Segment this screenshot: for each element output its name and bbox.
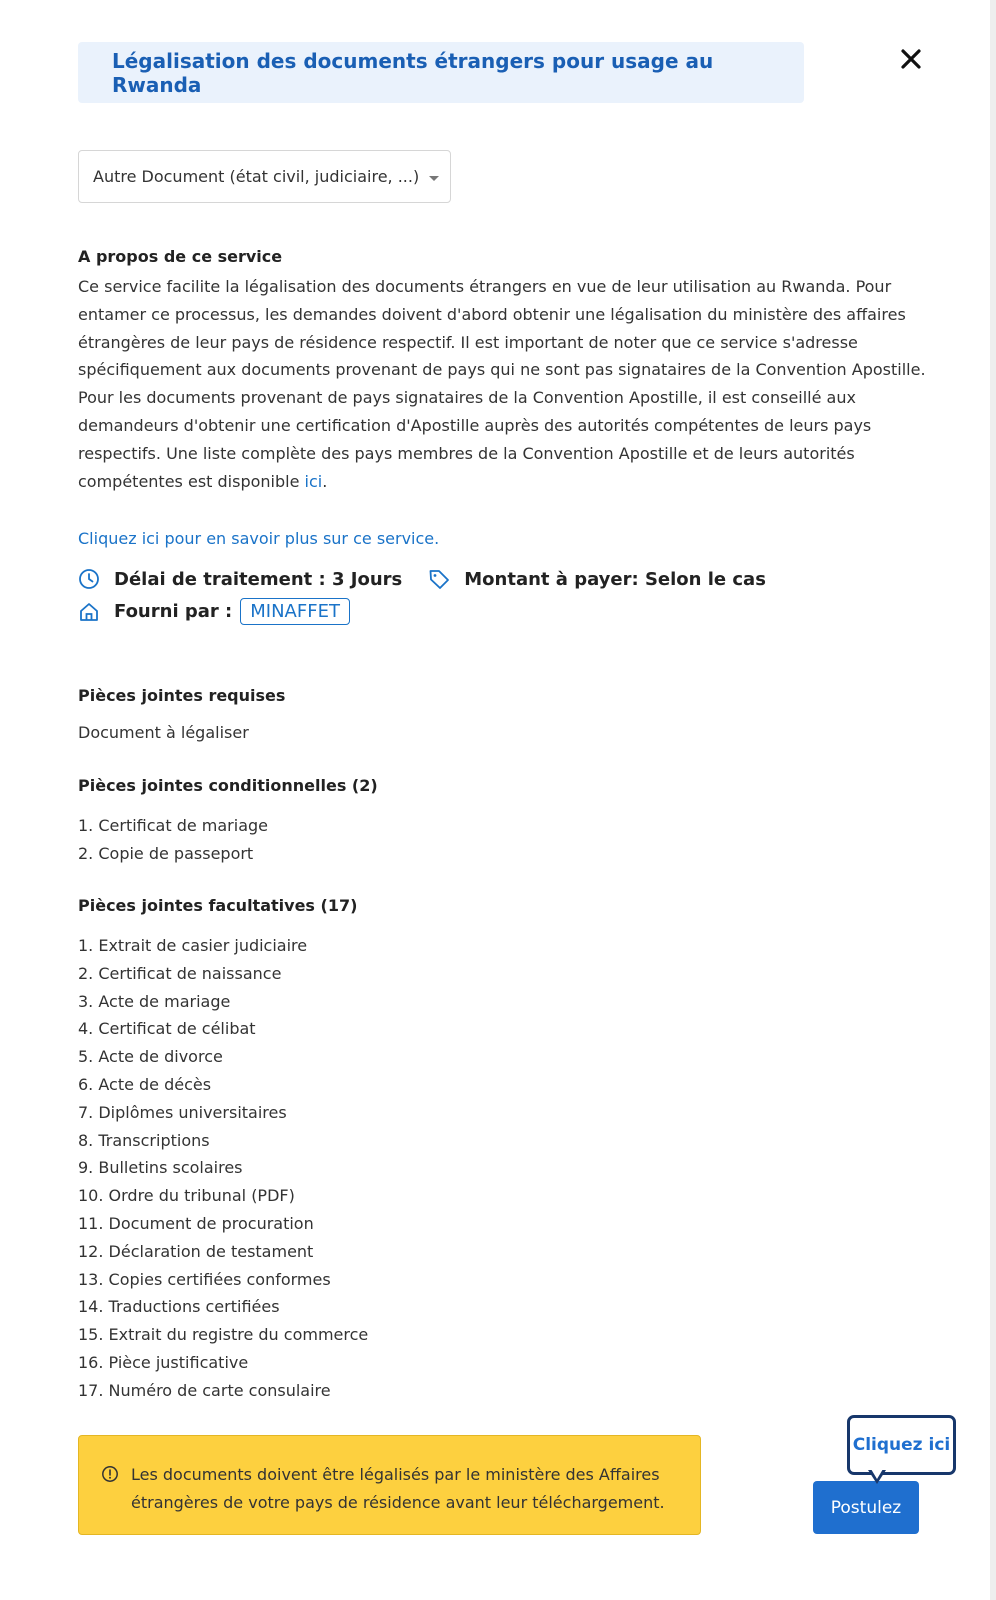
list-item: 9. Bulletins scolaires bbox=[78, 1158, 243, 1178]
clock-icon bbox=[78, 568, 100, 590]
document-type-select[interactable] bbox=[78, 150, 451, 203]
provider-badge[interactable]: MINAFFET bbox=[240, 598, 350, 625]
legalisation-notice bbox=[78, 1435, 701, 1535]
scrollbar-track bbox=[990, 0, 996, 1600]
learn-more-link[interactable]: Cliquez ici pour en savoir plus sur ce service. bbox=[78, 529, 440, 548]
meta-row-1 bbox=[78, 568, 766, 590]
list-item: 5. Acte de divorce bbox=[78, 1047, 223, 1067]
about-text-suffix: . bbox=[322, 471, 328, 491]
required-attachments-title: Pièces jointes requises bbox=[78, 686, 286, 705]
apply-button[interactable]: Postulez bbox=[813, 1481, 919, 1534]
page-title: Légalisation des documents étrangers pour usage au Rwanda bbox=[112, 48, 714, 97]
list-item: 10. Ordre du tribunal (PDF) bbox=[78, 1186, 295, 1206]
optional-attachments-title: Pièces jointes facultatives (17) bbox=[78, 896, 358, 915]
required-attachment-item: Document à légaliser bbox=[78, 723, 249, 742]
about-text: Ce service facilite la légalisation des documents étrangers en vue de leur utilisation au Rwanda. Pour entamer ce processus, les demandes doivent d'abord obtenir une légalisation du ministère des affaires étrangères de leur pays de résidence respectif. Il est important de noter que ce service s'adresse spécifiquement aux documents provenant de pays qui ne sont pas signataires de la Convention Apostille. Pour les documents provenant de pays signataires de la Convention Apostille, il est conseillé aux demandeurs d'obtenir une certification d'Apostille auprès des autorités compétentes de leurs pays respectifs. Une liste complète des pays membres de la Convention Apostille et de leurs autorités compétentes est disponible bbox=[78, 277, 926, 491]
conditional-attachments-list bbox=[78, 812, 268, 868]
close-icon bbox=[900, 48, 922, 70]
notice-line-1: Les documents doivent être légalisés par le ministère des Affaires bbox=[131, 1465, 660, 1484]
provider-label: Fourni par : bbox=[114, 601, 233, 622]
list-item: 14. Traductions certifiées bbox=[78, 1297, 280, 1317]
list-item: 11. Document de procuration bbox=[78, 1213, 314, 1233]
document-type-value: Autre Document (état civil, judiciaire, ...) bbox=[93, 167, 420, 186]
list-item: 16. Pièce justificative bbox=[78, 1352, 249, 1372]
meta-row-2 bbox=[78, 598, 350, 625]
close-button[interactable] bbox=[896, 44, 926, 74]
building-icon bbox=[78, 601, 100, 623]
list-item: 6. Acte de décès bbox=[78, 1074, 212, 1094]
list-item: 17. Numéro de carte consulaire bbox=[78, 1380, 331, 1400]
apostille-list-link[interactable]: ici bbox=[304, 471, 323, 491]
about-description bbox=[78, 273, 928, 495]
chevron-down-icon bbox=[429, 176, 439, 181]
tooltip-label: Cliquez ici bbox=[852, 1435, 951, 1455]
amount-to-pay: Montant à payer: Selon le cas bbox=[464, 568, 766, 590]
list-item: 7. Diplômes universitaires bbox=[78, 1102, 287, 1122]
list-item: 15. Extrait du registre du commerce bbox=[78, 1325, 369, 1345]
tooltip-pointer-fill bbox=[871, 1469, 883, 1479]
optional-attachments-list bbox=[78, 932, 368, 1405]
list-item: 2. Certificat de naissance bbox=[78, 963, 282, 983]
list-item: 2. Copie de passeport bbox=[78, 843, 254, 863]
list-item: 1. Extrait de casier judiciaire bbox=[78, 936, 308, 955]
list-item: 3. Acte de mariage bbox=[78, 991, 231, 1011]
notice-text bbox=[131, 1461, 665, 1517]
click-here-tooltip bbox=[847, 1415, 956, 1475]
list-item: 13. Copies certifiées conformes bbox=[78, 1269, 331, 1289]
service-title-banner bbox=[78, 42, 804, 103]
about-title: A propos de ce service bbox=[78, 247, 283, 266]
info-icon bbox=[101, 1465, 119, 1483]
conditional-attachments-title: Pièces jointes conditionnelles (2) bbox=[78, 776, 378, 795]
tag-icon bbox=[428, 568, 450, 590]
notice-line-2: étrangères de votre pays de résidence avant leur téléchargement. bbox=[131, 1492, 665, 1512]
list-item: 8. Transcriptions bbox=[78, 1130, 210, 1150]
list-item: 4. Certificat de célibat bbox=[78, 1019, 256, 1039]
processing-time: Délai de traitement : 3 Jours bbox=[114, 568, 403, 590]
list-item: 12. Déclaration de testament bbox=[78, 1241, 314, 1261]
list-item: 1. Certificat de mariage bbox=[78, 816, 269, 835]
